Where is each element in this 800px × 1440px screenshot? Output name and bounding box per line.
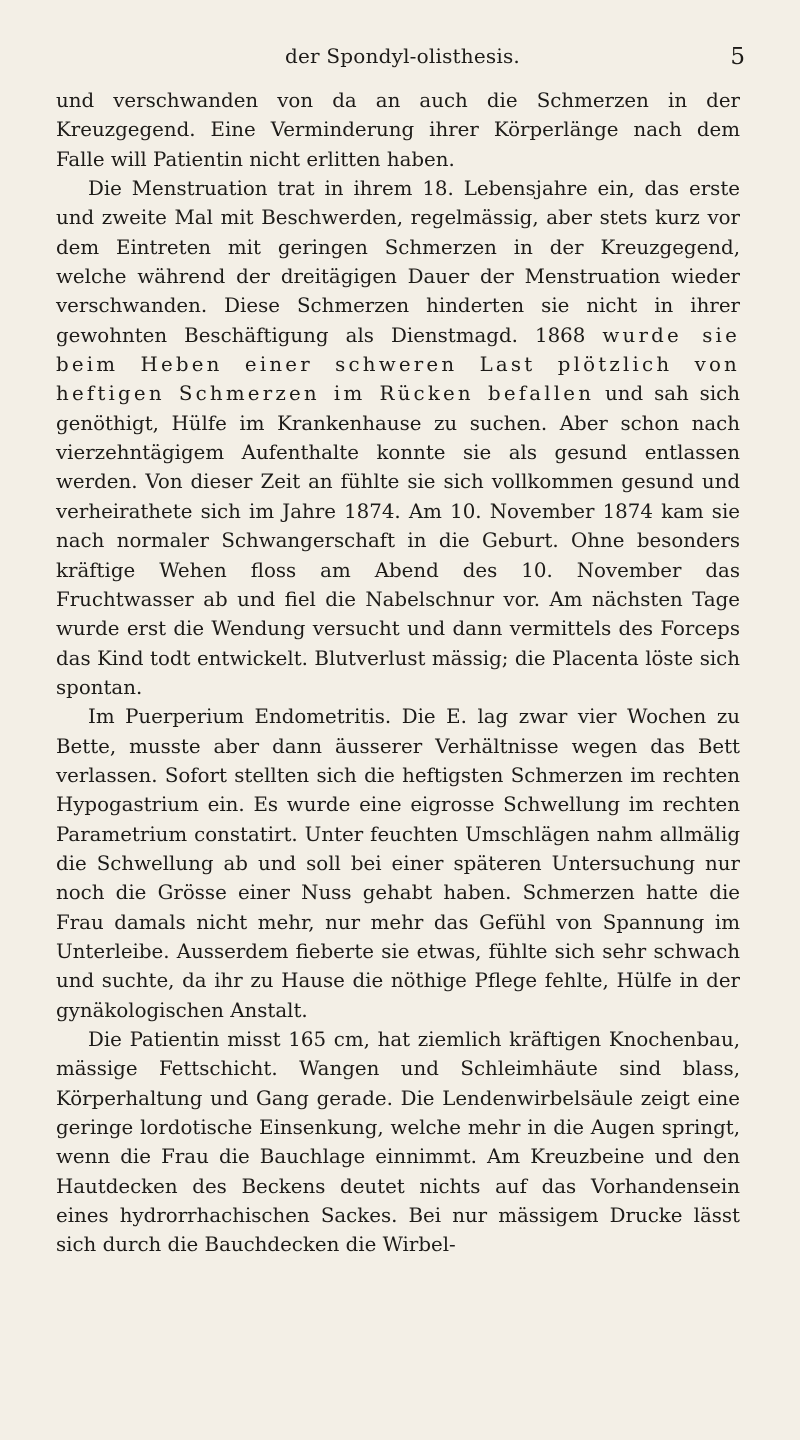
paragraph-1: und verschwanden von da an auch die Schmerzen in der Kreuzgegend. Eine Verminderung ihrer Körperlänge nach dem Falle will Patientin nicht erlitten haben. [56, 89, 740, 171]
running-title: der Spondyl-olisthesis. [285, 44, 520, 68]
paragraph-2-spaced-emphasis: wurde sie beim Heben einer schweren Last plötzlich von heftigen Schmerzen im Rücken befallen [56, 323, 740, 406]
paragraph-4: Die Patientin misst 165 cm, hat ziemlich kräftigen Knochenbau, mässige Fettschicht. Wangen und Schleimhäute sind blass, Körperhaltung und Gang gerade. Die Lendenwirbelsäule zeigt eine geringe lordotische Einsenkung, welche mehr in die Augen springt, wenn die Frau die Bauchlage einnimmt. Am Kreuzbeine und den Hautdecken des Beckens deutet nichts auf das Vorhandensein eines hydrorrhachischen Sackes. Bei nur mässigem Drucke lässt sich durch die Bauchdecken die Wirbel- [56, 1028, 740, 1257]
body-text [56, 86, 740, 1260]
running-header [60, 44, 745, 78]
paragraph-2-text-before: Die Menstruation trat in ihrem 18. Lebensjahre ein, das erste und zweite Mal mit Beschwerden, regelmässig, aber stets kurz vor dem Eintreten mit geringen Schmerzen in der Kreuzgegend, welche während der dreitägigen Dauer der Menstruation wieder verschwanden. Diese Schmerzen hinderten sie nicht in ihrer gewohnten Beschäftigung als Dienstmagd. 1868 [56, 177, 740, 347]
paragraph-3: Im Puerperium Endometritis. Die E. lag zwar vier Wochen zu Bette, musste aber dann äusserer Verhältnisse wegen das Bett verlassen. Sofort stellten sich die heftigsten Schmerzen im rechten Hypogastrium ein. Es wurde eine eigrosse Schwellung im rechten Parametrium constatirt. Unter feuchten Umschlägen nahm allmälig die Schwellung ab und soll bei einer späteren Untersuchung nur noch die Grösse einer Nuss gehabt haben. Schmerzen hatte die Frau damals nicht mehr, nur mehr das Gefühl von Spannung im Unterleibe. Ausserdem fieberte sie etwas, fühlte sich sehr schwach und suchte, da ihr zu Hause die nöthige Pflege fehlte, Hülfe in der gynäkologischen Anstalt. [56, 705, 740, 1022]
paragraph-2-text-after: und sah sich genöthigt, Hülfe im Krankenhause zu suchen. Aber schon nach vierzehntägigem Aufenthalte konnte sie als gesund entlassen werden. Von dieser Zeit an fühlte sie sich vollkommen gesund und verheirathete sich im Jahre 1874. Am 10. November 1874 kam sie nach normaler Schwangerschaft in die Geburt. Ohne besonders kräftige Wehen floss am Abend des 10. November das Fruchtwasser ab und fiel die Nabelschnur vor. Am nächsten Tage wurde erst die Wendung versucht und dann vermittels des Forceps das Kind todt entwickelt. Blutverlust mässig; die Placenta löste sich spontan. [56, 382, 740, 699]
page-number: 5 [730, 44, 745, 70]
paragraph-2 [56, 174, 740, 702]
